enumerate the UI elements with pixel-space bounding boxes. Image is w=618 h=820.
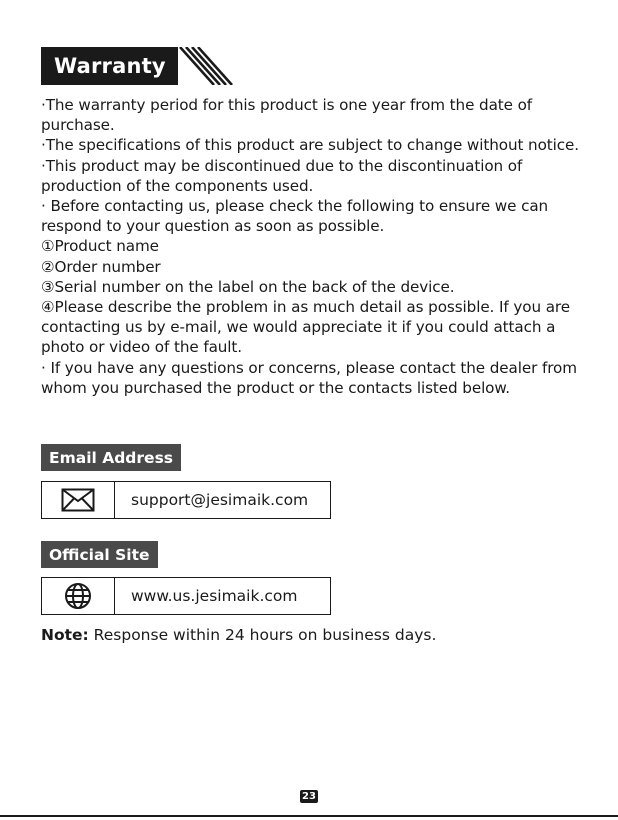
specifications-text: ·The specifications of this product are subject to change without notice. <box>41 136 579 155</box>
website-url[interactable]: www.us.jesimaik.com <box>131 587 298 605</box>
email-address[interactable]: support@jesimaik.com <box>131 491 309 509</box>
discontinuation-text: ·This product may be discontinued due to the discontinuation of production of the components used. <box>41 156 523 195</box>
page-title: Warranty <box>41 47 178 85</box>
checklist-order-number: ②Order number <box>41 257 161 276</box>
checklist-describe-problem: ④Please describe the problem in as much detail as possible. If you are contacting us by e-mail, we would appreciate it if you could attach a photo or video of the fault. <box>41 298 570 357</box>
response-note <box>41 626 436 644</box>
email-section-label: Email Address <box>41 444 181 471</box>
note-text: Response within 24 hours on business days. <box>88 626 437 644</box>
warranty-period-text: ·The warranty period for this product is one year from the date of purchase. <box>41 96 533 135</box>
diagonal-stripes-decoration <box>178 47 234 85</box>
site-section-label: Official Site <box>41 541 158 568</box>
before-contacting-text: · Before contacting us, please check the following to ensure we can respond to your question as soon as possible. <box>41 197 549 236</box>
site-contact-box <box>41 577 331 615</box>
warranty-banner <box>41 47 234 85</box>
note-label: Note: <box>41 626 89 644</box>
checklist-product-name: ①Product name <box>41 237 159 256</box>
email-contact-box <box>41 481 331 519</box>
bottom-divider <box>0 815 618 817</box>
globe-icon <box>42 578 115 614</box>
checklist-serial-number: ③Serial number on the label on the back of the device. <box>41 277 455 296</box>
contact-dealer-text: · If you have any questions or concerns, please contact the dealer from whom you purchased the product or the contacts listed below. <box>41 358 577 397</box>
warranty-body <box>41 95 586 398</box>
page-number: 23 <box>300 790 318 803</box>
envelope-icon <box>42 482 115 518</box>
